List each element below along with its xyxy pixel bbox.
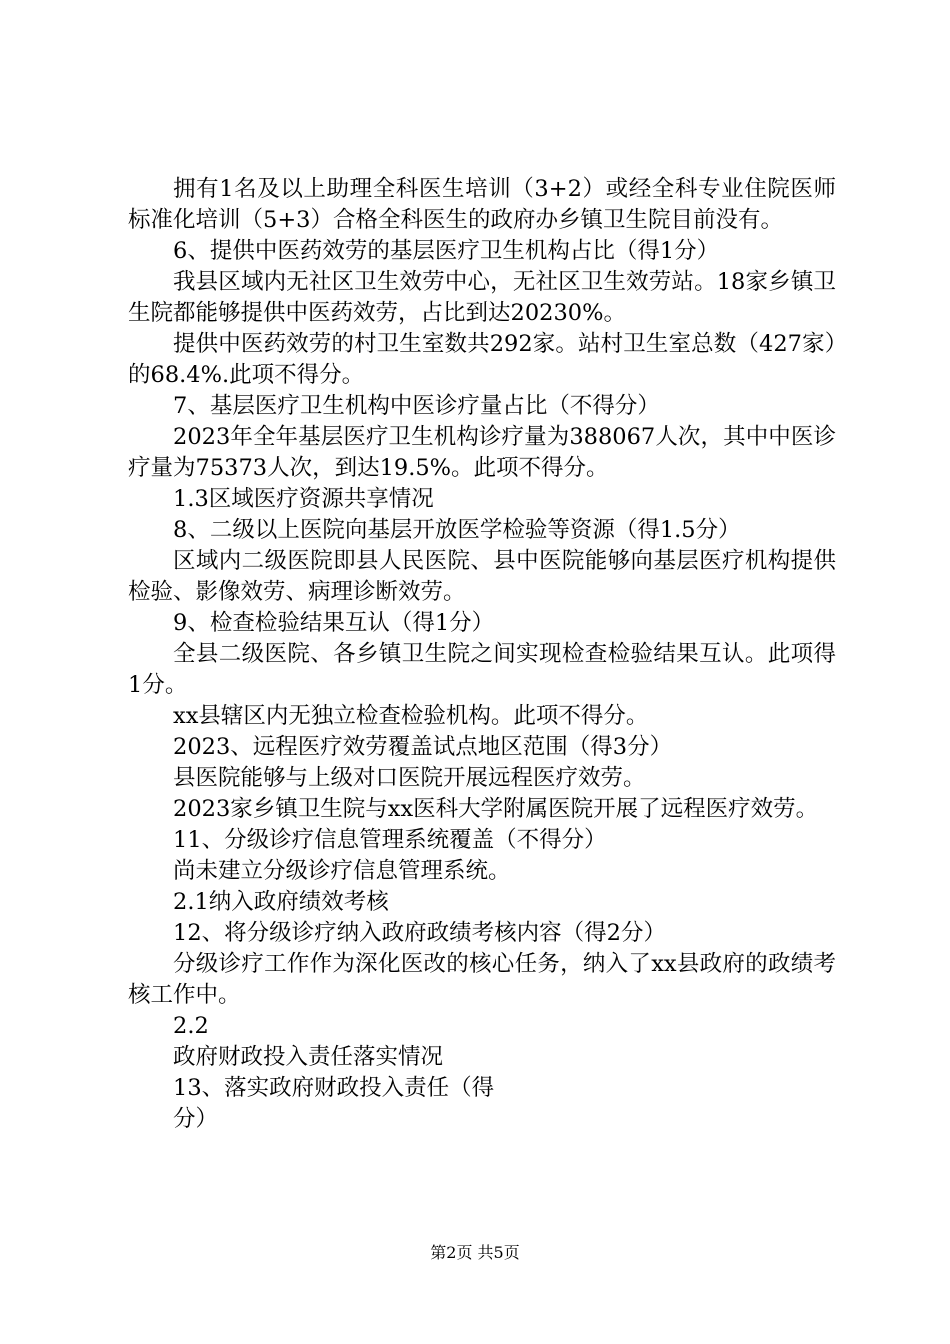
heading-item-11: 11、分级诊疗信息管理系统覆盖（不得分） bbox=[173, 827, 607, 853]
paragraph-6: 全县二级医院、各乡镇卫生院之间实现检查检验结果互认。此项得1分。 bbox=[128, 641, 836, 698]
paragraph-1: 拥有1名及以上助理全科医生培训（3+2）或经全科专业住院医师标准化培训（5+3）合格全科医生的政府办乡镇卫生院目前没有。 bbox=[128, 176, 836, 233]
heading-item-7: 7、基层医疗卫生机构中医诊疗量占比（不得分） bbox=[173, 393, 660, 419]
page-footer bbox=[0, 1243, 950, 1263]
paragraph-3: 提供中医药效劳的村卫生室数共292家。站村卫生室总数（427家）的68.4%.此项不得分。 bbox=[128, 331, 836, 388]
page-number-label: 第2页 共5页 bbox=[430, 1243, 520, 1262]
heading-item-6: 6、提供中医药效劳的基层医疗卫生机构占比（得1分） bbox=[173, 238, 720, 264]
paragraph-10: 尚未建立分级诊疗信息管理系统。 bbox=[173, 858, 511, 884]
section-heading-2-2: 2.2 bbox=[173, 1013, 209, 1039]
heading-item-13-cont: 分） bbox=[173, 1106, 219, 1132]
paragraph-9: 2023家乡镇卫生院与xx医科大学附属医院开展了远程医疗效劳。 bbox=[173, 796, 819, 822]
document-body bbox=[128, 174, 836, 1135]
paragraph-2: 我县区域内无社区卫生效劳中心，无社区卫生效劳站。18家乡镇卫生院都能够提供中医药效劳，占比到达20230%。 bbox=[128, 269, 836, 326]
paragraph-4: 2023年全年基层医疗卫生机构诊疗量为388067人次，其中中医诊疗量为75373人次，到达19.5%。此项不得分。 bbox=[128, 424, 836, 481]
paragraph-7: xx县辖区内无独立检查检验机构。此项不得分。 bbox=[173, 703, 649, 729]
section-heading-1-3: 1.3区域医疗资源共享情况 bbox=[173, 486, 434, 512]
paragraph-5: 区域内二级医院即县人民医院、县中医院能够向基层医疗机构提供检验、影像效劳、病理诊断效劳。 bbox=[128, 548, 836, 605]
paragraph-11: 分级诊疗工作作为深化医改的核心任务，纳入了xx县政府的政绩考核工作中。 bbox=[128, 951, 836, 1008]
heading-item-10: 2023、远程医疗效劳覆盖试点地区范围（得3分） bbox=[173, 734, 673, 760]
heading-item-12: 12、将分级诊疗纳入政府政绩考核内容（得2分） bbox=[173, 920, 666, 946]
section-heading-2-2-title: 政府财政投入责任落实情况 bbox=[173, 1044, 444, 1070]
heading-item-13: 13、落实政府财政投入责任（得 bbox=[173, 1075, 495, 1101]
paragraph-8: 县医院能够与上级对口医院开展远程医疗效劳。 bbox=[173, 765, 646, 791]
section-heading-2-1: 2.1纳入政府绩效考核 bbox=[173, 889, 389, 915]
heading-item-8: 8、二级以上医院向基层开放医学检验等资源（得1.5分） bbox=[173, 517, 741, 543]
heading-item-9: 9、检查检验结果互认（得1分） bbox=[173, 610, 495, 636]
